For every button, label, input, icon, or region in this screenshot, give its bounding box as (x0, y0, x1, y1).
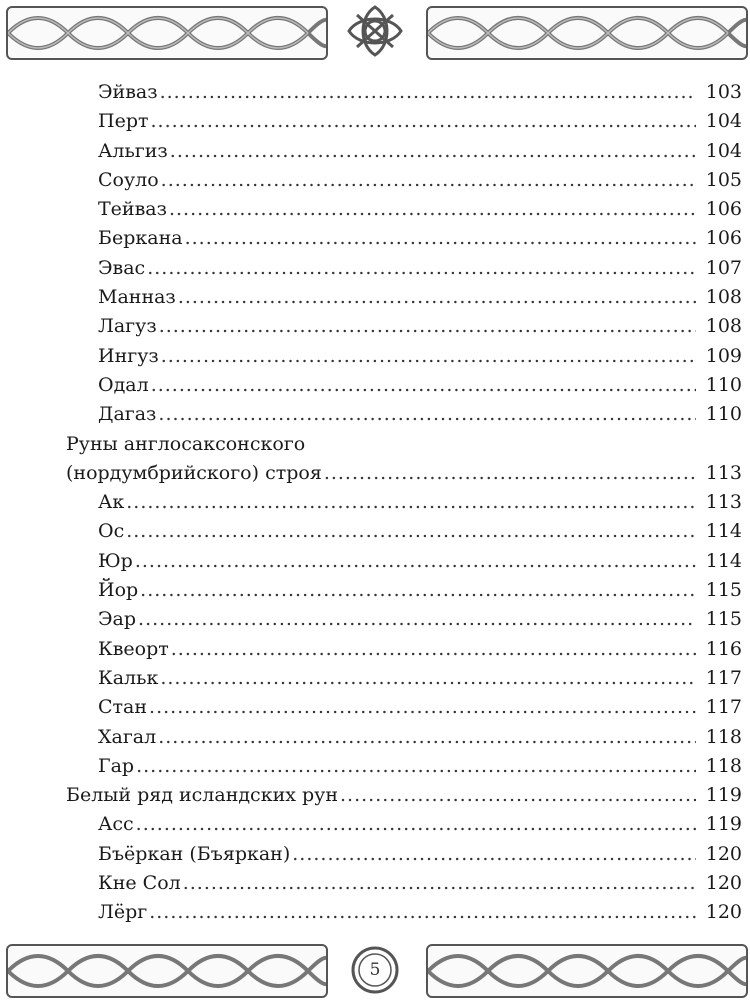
toc-entry (66, 781, 742, 810)
toc-leader-dots (126, 488, 696, 517)
toc-entry (66, 137, 742, 166)
toc-entry (66, 224, 742, 253)
toc-leader-dots (149, 693, 696, 722)
toc-entry-page: 110 (705, 403, 742, 426)
toc-leader-dots (136, 752, 696, 781)
toc-entry-page: 106 (705, 198, 742, 221)
toc-entry-title: Перт (98, 110, 149, 133)
toc-leader-dots (151, 371, 696, 400)
toc-entry-page: 119 (705, 784, 742, 807)
celtic-knot-pattern-icon (8, 8, 326, 58)
toc-entry (66, 693, 742, 722)
toc-entry-page: 114 (705, 520, 742, 543)
toc-entry-page: 110 (705, 373, 742, 396)
toc-entry (66, 400, 742, 429)
toc-leader-dots (160, 78, 696, 107)
toc-leader-dots (185, 224, 696, 253)
toc-entry (66, 371, 742, 400)
celtic-knot-center-icon (331, 3, 419, 59)
toc-entry (66, 488, 742, 517)
toc-entry-title: Ак (98, 491, 125, 514)
toc-leader-dots (178, 283, 696, 312)
toc-leader-dots (158, 400, 696, 429)
toc-entry (66, 342, 742, 371)
toc-leader-dots (135, 547, 696, 576)
toc-entry (66, 723, 742, 752)
toc-leader-dots (126, 517, 696, 546)
toc-entry-title: (нордумбрийского) строя (66, 461, 322, 484)
toc-leader-dots (160, 664, 696, 693)
toc-entry (66, 78, 742, 107)
toc-leader-dots (151, 107, 697, 136)
toc-leader-dots (170, 137, 696, 166)
toc-entry-title: Йор (98, 579, 139, 602)
toc-entry-title: Стан (98, 696, 148, 719)
toc-entry-title: Гар (98, 754, 135, 777)
toc-entry (66, 898, 742, 927)
toc-entry-page: 118 (705, 725, 742, 748)
toc-leader-dots (140, 576, 696, 605)
toc-entry-page: 114 (705, 549, 742, 572)
toc-entry-page: 108 (705, 286, 742, 309)
celtic-knot-band-left (6, 6, 328, 60)
toc-entry-title: Ос (98, 520, 125, 543)
toc-leader-dots (169, 195, 696, 224)
toc-entry (66, 283, 742, 312)
toc-leader-dots (171, 635, 696, 664)
toc-entry (66, 547, 742, 576)
toc-entry-title: Соуло (98, 168, 159, 191)
toc-entry-page: 120 (705, 842, 742, 865)
toc-entry-title: Альгиз (98, 139, 168, 162)
toc-leader-dots (158, 723, 696, 752)
toc-entry-page: 119 (705, 813, 742, 836)
toc-entry (66, 576, 742, 605)
toc-entry-page: 116 (705, 637, 742, 660)
toc-entry (66, 869, 742, 898)
toc-entry-title: Кне Сол (98, 872, 181, 895)
bottom-ornament-border (0, 938, 750, 1000)
celtic-knot-pattern-icon (428, 8, 746, 58)
toc-entry-title: Белый ряд исландских рун (66, 784, 338, 807)
toc-entry-page: 105 (705, 168, 742, 191)
toc-entry (66, 166, 742, 195)
toc-entry-title: Бъёркан (Бъяркан) (98, 842, 291, 865)
toc-entry-page: 107 (705, 256, 742, 279)
toc-entry (66, 430, 742, 459)
toc-entry (66, 517, 742, 546)
toc-leader-dots (183, 869, 696, 898)
toc-leader-dots (159, 312, 696, 341)
page-number-medallion (340, 944, 410, 996)
toc-entry (66, 635, 742, 664)
toc-entry-title: Руны англосаксонского (66, 432, 306, 455)
toc-entry-page: 113 (705, 461, 742, 484)
toc-entry-title: Юр (98, 549, 133, 572)
toc-entry-title: Кальк (98, 666, 159, 689)
toc-leader-dots (292, 840, 696, 869)
toc-entry (66, 664, 742, 693)
celtic-knot-band-left (6, 944, 328, 998)
toc-entry-page: 115 (705, 579, 742, 602)
toc-entry (66, 459, 742, 488)
toc-entry (66, 195, 742, 224)
toc-leader-dots (138, 605, 696, 634)
top-ornament-border (0, 0, 750, 62)
toc-entry (66, 254, 742, 283)
toc-entry-page: 117 (705, 696, 742, 719)
toc-entry-title: Беркана (98, 227, 183, 250)
toc-entry (66, 312, 742, 341)
toc-entry-page: 120 (705, 901, 742, 924)
toc-entry-title: Одал (98, 373, 149, 396)
toc-entry-page: 109 (705, 344, 742, 367)
toc-entry-title: Асс (98, 813, 134, 836)
toc-entry-page: 117 (705, 666, 742, 689)
toc-entry-title: Манназ (98, 286, 176, 309)
toc-entry-page: 115 (705, 608, 742, 631)
page-number: 5 (369, 960, 381, 980)
celtic-knot-pattern-icon (8, 946, 326, 996)
toc-leader-dots (161, 342, 696, 371)
toc-entry (66, 840, 742, 869)
toc-entry-page: 118 (705, 754, 742, 777)
toc-leader-dots (324, 459, 696, 488)
toc-entry-page: 108 (705, 315, 742, 338)
celtic-knot-band-right (426, 944, 748, 998)
toc-entry-title: Эйваз (98, 81, 158, 103)
toc-leader-dots (149, 898, 696, 927)
toc-entry-title: Дагаз (98, 403, 157, 426)
toc-leader-dots (340, 781, 696, 810)
table-of-contents (66, 78, 742, 928)
toc-entry-page: 104 (705, 139, 742, 162)
toc-entry-title: Лагуз (98, 315, 157, 338)
toc-entry-title: Хагал (98, 725, 157, 748)
celtic-knot-band-right (426, 6, 748, 60)
toc-entry-page: 120 (705, 872, 742, 895)
toc-leader-dots (136, 810, 696, 839)
toc-entry-title: Тейваз (98, 198, 167, 221)
toc-entry (66, 752, 742, 781)
toc-leader-dots (161, 166, 696, 195)
celtic-knot-pattern-icon (428, 946, 746, 996)
toc-entry-title: Лёрг (98, 901, 148, 924)
toc-entry-title: Эвас (98, 256, 146, 279)
toc-entry-page: 103 (705, 81, 742, 103)
toc-entry-page: 106 (705, 227, 742, 250)
toc-entry-title: Квеорт (98, 637, 169, 660)
toc-entry-title: Ингуз (98, 344, 159, 367)
toc-entry (66, 810, 742, 839)
toc-entry-page: 113 (705, 491, 742, 514)
toc-leader-dots (147, 254, 696, 283)
toc-entry-title: Эар (98, 608, 137, 631)
toc-entry (66, 107, 742, 136)
toc-entry-page: 104 (705, 110, 742, 133)
toc-entry (66, 605, 742, 634)
